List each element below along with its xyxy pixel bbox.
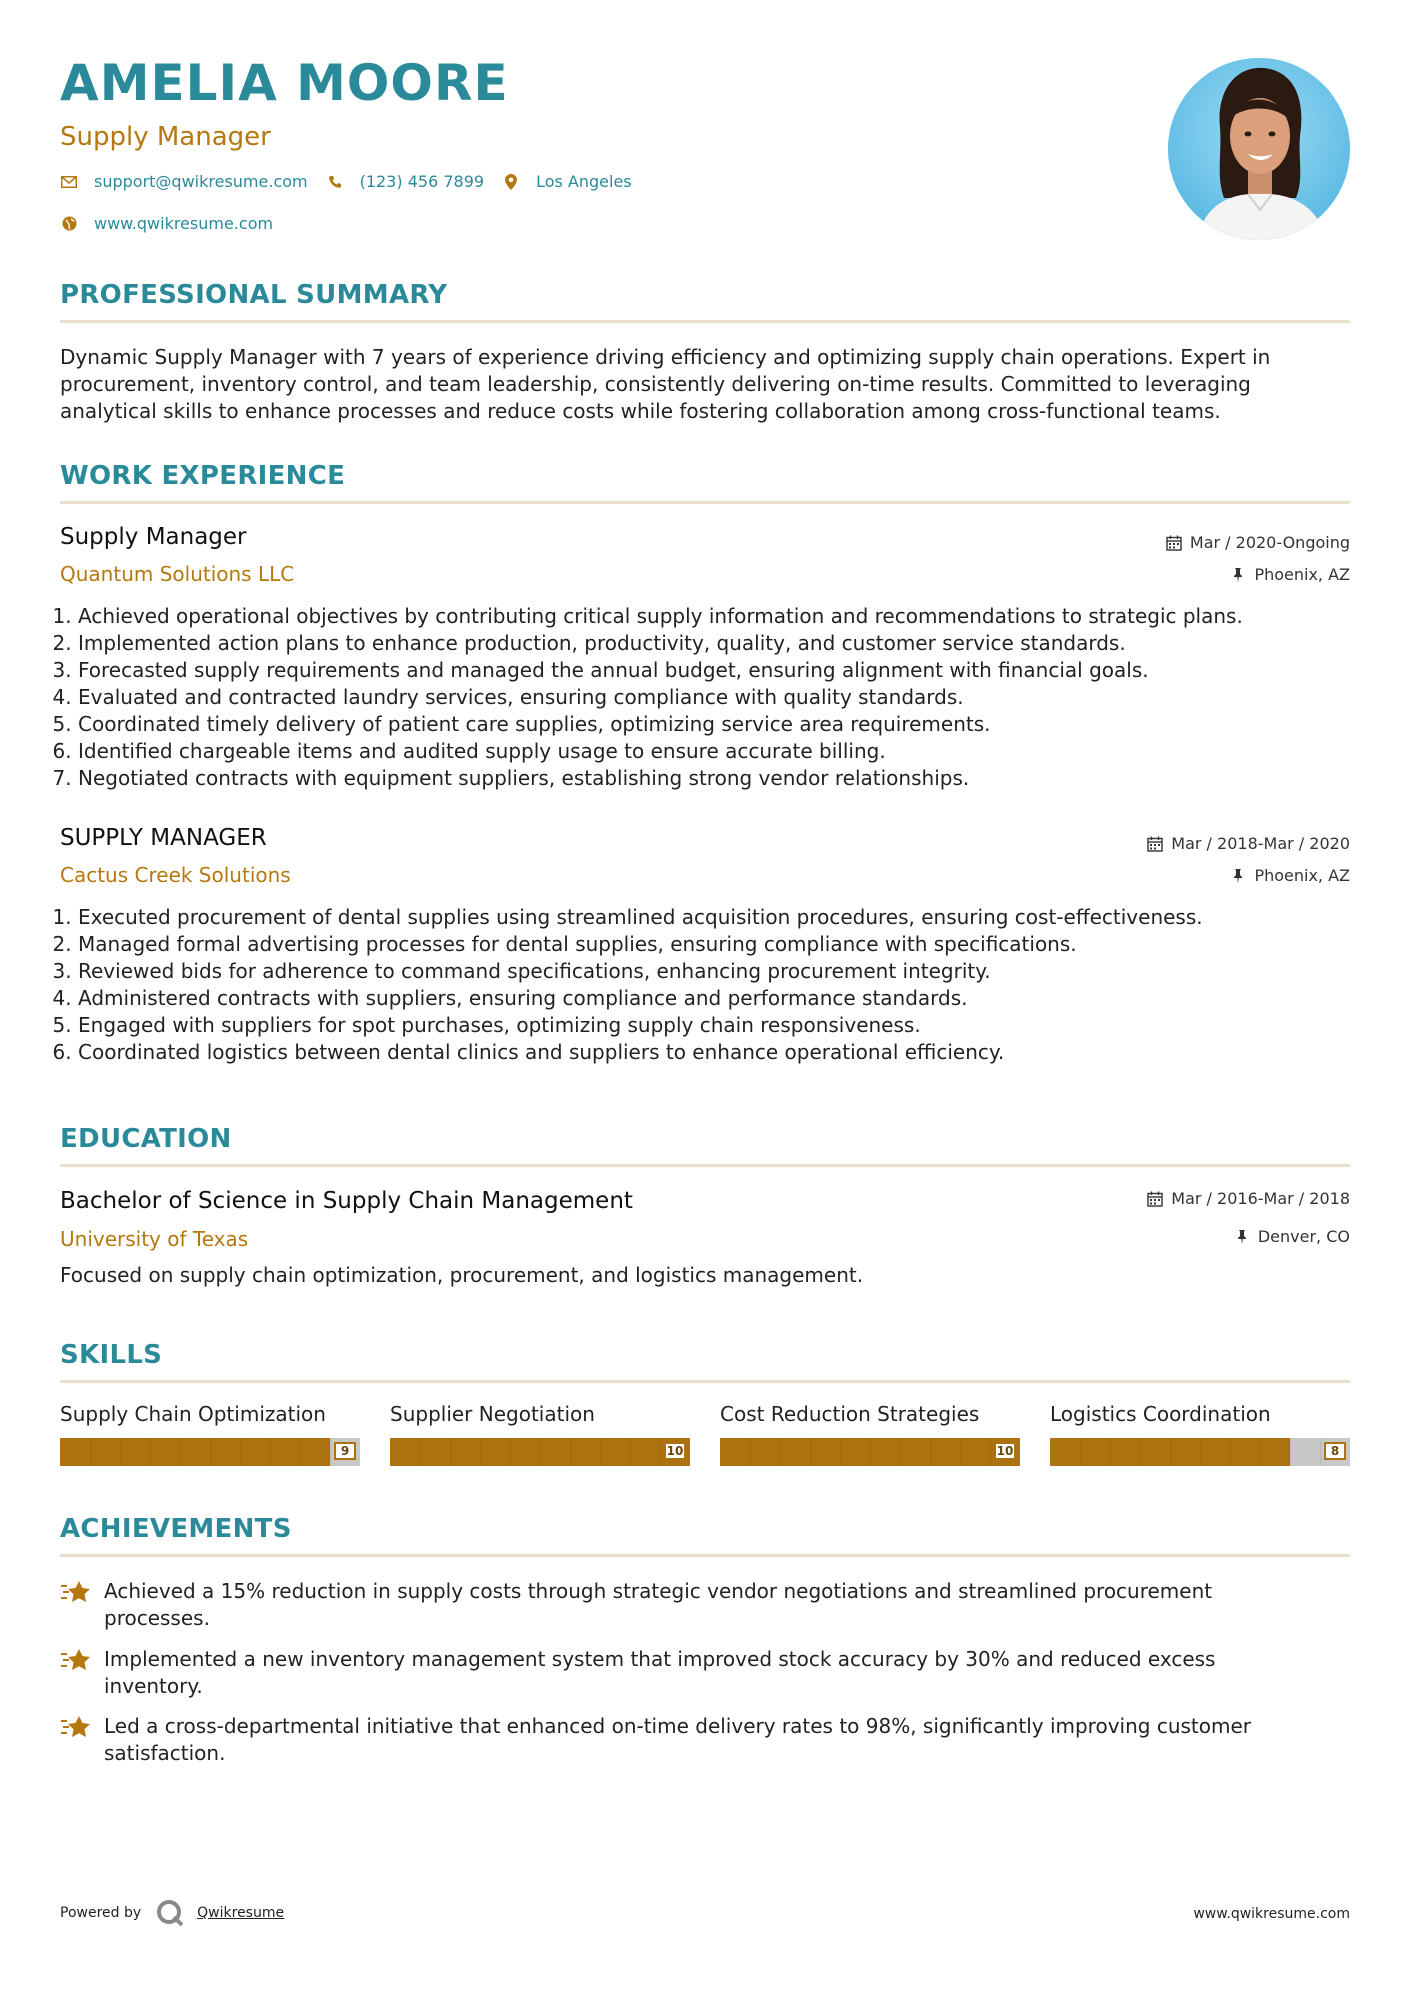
summary-text: Dynamic Supply Manager with 7 years of experience driving efficiency and optimizing supply chain operations. Expert in procurement, inventory control, and team leadership, consistently delivering on-time results. Committed to leveraging analytical skills to enhance processes and reduce costs while fostering collaboration among cross-functional teams.	[60, 345, 1271, 423]
skill-name: Supply Chain Optimization	[60, 1402, 326, 1426]
skill-bar-segment	[900, 1438, 901, 1466]
job-dates-text: Mar / 2020-Ongoing	[1189, 533, 1350, 552]
star-award-icon	[60, 1713, 94, 1743]
skill-bar-segment	[120, 1438, 121, 1466]
envelope-icon	[60, 173, 78, 191]
achievement-text: Achieved a 15% reduction in supply costs through strategic vendor negotiations and streamlined procurement processes.	[104, 1579, 1213, 1630]
skill-bar-segment	[450, 1438, 451, 1466]
skill-bar-segment	[90, 1438, 91, 1466]
job-dates	[1166, 533, 1350, 552]
footer-website[interactable]: www.qwikresume.com	[1193, 1906, 1350, 1922]
skill-bar-segment	[210, 1438, 211, 1466]
skill-bar-segment	[780, 1438, 781, 1466]
pushpin-icon	[1230, 868, 1246, 884]
skill-bar-segment	[480, 1438, 481, 1466]
website-text: www.qwikresume.com	[94, 214, 274, 233]
job-dates	[1147, 834, 1350, 853]
skill-bar	[60, 1438, 360, 1466]
skill-item	[390, 1402, 690, 1466]
list-item: 2. Implemented action plans to enhance production, productivity, quality, and customer service standards.	[78, 630, 1378, 657]
skill-score: 10	[664, 1442, 686, 1460]
education-heading: EDUCATION	[60, 1124, 232, 1154]
education-dates-text: Mar / 2016-Mar / 2018	[1171, 1189, 1350, 1208]
contact-email[interactable]	[60, 172, 308, 191]
contact-website[interactable]	[60, 214, 273, 233]
skill-score: 10	[994, 1442, 1016, 1460]
skill-bar-segment	[960, 1438, 961, 1466]
school-name: University of Texas	[60, 1227, 249, 1251]
experience-section-header	[60, 461, 1350, 504]
candidate-name: AMELIA MOORE	[60, 54, 509, 112]
list-item: 1. Achieved operational objectives by contributing critical supply information and recommendations to strategic plans.	[78, 603, 1378, 630]
job-company: Quantum Solutions LLC	[60, 562, 295, 586]
skill-bar-segment	[630, 1438, 631, 1466]
experience-heading: WORK EXPERIENCE	[60, 461, 346, 491]
star-award-icon	[60, 1578, 94, 1608]
list-item: 3. Reviewed bids for adherence to command specifications, enhancing procurement integrity.	[78, 958, 1378, 985]
skill-bar-segment	[1140, 1438, 1141, 1466]
candidate-title: Supply Manager	[60, 122, 271, 152]
summary-section-header	[60, 280, 1350, 323]
email-text: support@qwikresume.com	[94, 172, 308, 191]
skill-bar-segment	[1200, 1438, 1201, 1466]
skill-bar-segment	[930, 1438, 931, 1466]
skill-bar-segment	[270, 1438, 271, 1466]
skill-bar	[720, 1438, 1020, 1466]
job-title: SUPPLY MANAGER	[60, 825, 267, 851]
section-divider	[60, 1164, 1350, 1167]
globe-icon	[60, 215, 78, 233]
section-divider	[60, 1554, 1350, 1557]
section-divider	[60, 501, 1350, 504]
contact-row	[60, 172, 650, 191]
list-item: 6. Identified chargeable items and audited supply usage to ensure accurate billing.	[78, 738, 1378, 765]
job-bullets	[54, 603, 1378, 792]
skill-bar-segment	[1170, 1438, 1171, 1466]
section-divider	[60, 320, 1350, 323]
list-item: 2. Managed formal advertising processes for dental supplies, ensuring compliance with specifications.	[78, 931, 1378, 958]
skill-bar-segment	[990, 1438, 991, 1466]
skill-bar-segment	[540, 1438, 541, 1466]
degree-title: Bachelor of Science in Supply Chain Management	[60, 1188, 633, 1214]
skill-bar-segment	[300, 1438, 301, 1466]
skill-bar-segment	[570, 1438, 571, 1466]
skill-score: 8	[1324, 1442, 1346, 1460]
skill-bar-segment	[1320, 1438, 1321, 1466]
skill-bar-segment	[1110, 1438, 1111, 1466]
section-divider	[60, 1380, 1350, 1383]
achievement-item	[60, 1646, 1350, 1700]
education-location-text: Denver, CO	[1257, 1227, 1350, 1246]
skill-bar-segment	[1080, 1438, 1081, 1466]
skill-bar-segment	[660, 1438, 661, 1466]
skill-bar-segment	[240, 1438, 241, 1466]
achievement-text: Implemented a new inventory management system that improved stock accuracy by 30% and reduced excess inventory.	[104, 1647, 1216, 1698]
skill-bar-segment	[510, 1438, 511, 1466]
list-item: 1. Executed procurement of dental supplies using streamlined acquisition procedures, ensuring cost-effectiveness.	[78, 904, 1378, 931]
skill-bar-segment	[330, 1438, 331, 1466]
job-bullets	[54, 904, 1378, 1066]
skill-bar	[390, 1438, 690, 1466]
skill-score: 9	[334, 1442, 356, 1460]
skill-bar-segment	[180, 1438, 181, 1466]
map-pin-icon	[502, 173, 520, 191]
brand-link[interactable]: Qwikresume	[197, 1905, 285, 1921]
skill-bar-segment	[870, 1438, 871, 1466]
list-item: 5. Engaged with suppliers for spot purchases, optimizing supply chain responsiveness.	[78, 1012, 1378, 1039]
list-item: 4. Administered contracts with suppliers, ensuring compliance and performance standards.	[78, 985, 1378, 1012]
skill-item	[60, 1402, 360, 1466]
list-item: 7. Negotiated contracts with equipment suppliers, establishing strong vendor relationships.	[78, 765, 1378, 792]
education-description: Focused on supply chain optimization, procurement, and logistics management.	[60, 1263, 864, 1287]
skill-bar	[1050, 1438, 1350, 1466]
skill-bar-segment	[810, 1438, 811, 1466]
job-location	[1230, 565, 1350, 584]
star-award-icon	[60, 1646, 94, 1676]
location-text: Los Angeles	[536, 172, 632, 191]
skill-bar-segment	[1230, 1438, 1231, 1466]
skill-name: Logistics Coordination	[1050, 1402, 1271, 1426]
skill-bar-segment	[1290, 1438, 1291, 1466]
contact-location	[502, 172, 632, 191]
education-dates	[1147, 1189, 1350, 1208]
education-location	[1234, 1227, 1350, 1246]
calendar-icon	[1166, 535, 1182, 551]
job-location-text: Phoenix, AZ	[1254, 866, 1350, 885]
contact-row-2	[60, 214, 291, 233]
powered-by-label: Powered by	[60, 1905, 142, 1921]
phone-icon	[326, 173, 344, 191]
job-dates-text: Mar / 2018-Mar / 2020	[1171, 834, 1350, 853]
skill-name: Supplier Negotiation	[390, 1402, 595, 1426]
skill-item	[1050, 1402, 1350, 1466]
phone-text: (123) 456 7899	[359, 172, 485, 191]
skill-bar-segment	[150, 1438, 151, 1466]
pushpin-icon	[1234, 1229, 1250, 1245]
list-item: 5. Coordinated timely delivery of patient care supplies, optimizing service area requirements.	[78, 711, 1378, 738]
pushpin-icon	[1230, 567, 1246, 583]
skill-name: Cost Reduction Strategies	[720, 1402, 980, 1426]
skill-bar-segment	[750, 1438, 751, 1466]
job-title: Supply Manager	[60, 524, 247, 550]
education-section-header	[60, 1124, 1350, 1167]
achievement-item	[60, 1713, 1350, 1767]
job-location	[1230, 866, 1350, 885]
skill-bar-fill	[60, 1438, 330, 1466]
list-item: 3. Forecasted supply requirements and managed the annual budget, ensuring alignment with financial goals.	[78, 657, 1378, 684]
job-company: Cactus Creek Solutions	[60, 863, 291, 887]
skill-bar-segment	[420, 1438, 421, 1466]
profile-photo	[1168, 58, 1350, 240]
achievements-section-header	[60, 1514, 1350, 1557]
skill-bar-segment	[1260, 1438, 1261, 1466]
skill-bar-segment	[600, 1438, 601, 1466]
contact-phone[interactable]	[326, 172, 484, 191]
list-item: 4. Evaluated and contracted laundry services, ensuring compliance with quality standards.	[78, 684, 1378, 711]
achievement-text: Led a cross-departmental initiative that enhanced on-time delivery rates to 98%, significantly improving customer satisfaction.	[104, 1714, 1252, 1765]
skill-bar-segment	[840, 1438, 841, 1466]
achievement-item	[60, 1578, 1350, 1632]
achievements-heading: ACHIEVEMENTS	[60, 1514, 292, 1544]
job-location-text: Phoenix, AZ	[1254, 565, 1350, 584]
summary-heading: PROFESSIONAL SUMMARY	[60, 280, 448, 310]
calendar-icon	[1147, 1191, 1163, 1207]
skill-item	[720, 1402, 1020, 1466]
skills-heading: SKILLS	[60, 1340, 163, 1370]
skills-section-header	[60, 1340, 1350, 1383]
list-item: 6. Coordinated logistics between dental clinics and suppliers to enhance operational efficiency.	[78, 1039, 1378, 1066]
qwikresume-logo-icon	[155, 1898, 185, 1928]
footer-powered-by	[60, 1898, 284, 1928]
calendar-icon	[1147, 836, 1163, 852]
